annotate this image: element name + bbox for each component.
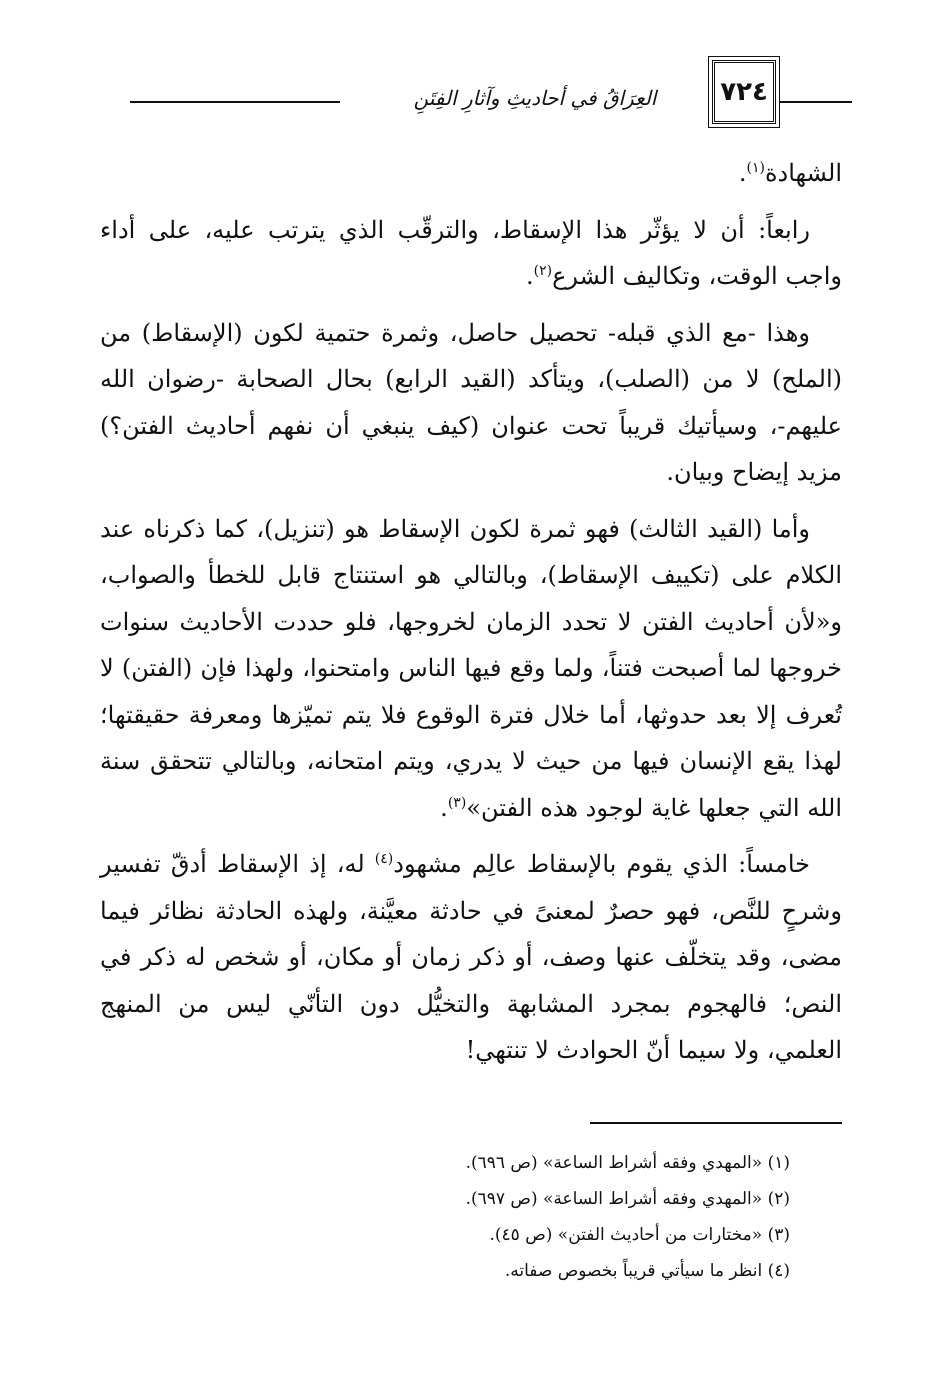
paragraph-2-tail: . <box>525 262 534 290</box>
book-title: العِرَاقُ في أحاديثِ وآثارِ الفِتَنِ <box>413 86 657 110</box>
footnote-ref-1: (١) <box>746 160 765 176</box>
paragraph-4-tail: . <box>440 793 448 822</box>
footnote-ref-3: (٣) <box>447 794 467 811</box>
paragraph-5-text-a: خامساً: الذي يقوم بالإسقاط عالِم مشهود <box>393 850 810 878</box>
header-rule-left <box>130 101 340 103</box>
paragraph-1 <box>100 150 842 197</box>
header-rule-right <box>780 101 852 103</box>
footnotes <box>300 1145 790 1289</box>
paragraph-3 <box>100 310 842 496</box>
paragraph-4-text: وأما (القيد الثالث) فهو ثمرة لكون الإسقاط هو (تنزيل)، كما ذكرناه عند الكلام على (تكييف الإسقاط)، وبالتالي هو استنتاج قابل للخطأ والصواب، و«لأن أحاديث الفتن لا تحدد الزمان لخروجها، فلو حددت الأحاديث سنوات خروجها لما أصبحت فتناً، ولما وقع فيها الناس وامتحنوا، ولهذا فإن (الفتن) لا تُعرف إلا بعد حدوثها، أما خلال فترة الوقوع فلا يتم تميّزها ومعرفة حقيقتها؛ لهذا يقع الإنسان فيها من حيث لا يدري، ويتم امتحانه، وبالتالي تتحقق سنة الله التي جعلها غاية لوجود هذه الفتن» <box>100 514 842 822</box>
footnote-3: (٣) «مختارات من أحاديث الفتن» (ص ٤٥). <box>489 1225 790 1245</box>
paragraph-4 <box>100 506 842 832</box>
paragraph-2-text: رابعاً: أن لا يؤثّر هذا الإسقاط، والترقّب الذي يترتب عليه، على أداء واجب الوقت، وتكاليف الشرع <box>100 215 842 290</box>
footnote-separator <box>590 1122 842 1124</box>
paragraph-3-text: وهذا -مع الذي قبله- تحصيل حاصل، وثمرة حتمية لكون (الإسقاط) من (الملح) لا من (الصلب)، ويتأكد (القيد الرابع) بحال الصحابة -رضوان الله عليهم-، وسيأتيك قريباً تحت عنوان (كيف ينبغي أن نفهم أحاديث الفتن؟) مزيد إيضاح وبيان. <box>100 318 842 486</box>
paragraph-2 <box>100 207 842 300</box>
footnote-4: (٤) انظر ما سيأتي قريباً بخصوص صفاته. <box>504 1261 790 1281</box>
paragraph-1-tail: . <box>738 159 747 187</box>
paragraph-5 <box>100 841 842 1074</box>
footnote-2: (٢) «المهدي وفقه أشراط الساعة» (ص ٦٩٧). <box>465 1189 790 1209</box>
paragraph-5-text-b: له، إذ الإسقاط أدقّ تفسير وشرحٍ للنَّص، فهو حصرٌ لمعنىً في حادثة معيَّنة، ولهذه الحادثة نظائر فيما مضى، وقد يتخلّف عنها وصف، أو ذكر زمان أو مكان، أو شخص له ذكر في النص؛ فالهجوم بمجرد المشابهة والتخيُّل دون التأنّي ليس من المنهج العلمي، ولا سيما أنّ الحوادث لا تنتهي! <box>100 850 842 1064</box>
main-text <box>100 150 842 1074</box>
page-number: ٧٢٤ <box>712 60 776 124</box>
footnote-ref-2: (٢) <box>533 263 553 279</box>
footnote-ref-4: (٤) <box>374 851 394 867</box>
paragraph-1-text: الشهادة <box>764 159 842 187</box>
page-header <box>130 60 852 140</box>
footnote-1: (١) «المهدي وفقه أشراط الساعة» (ص ٦٩٦). <box>465 1153 790 1173</box>
